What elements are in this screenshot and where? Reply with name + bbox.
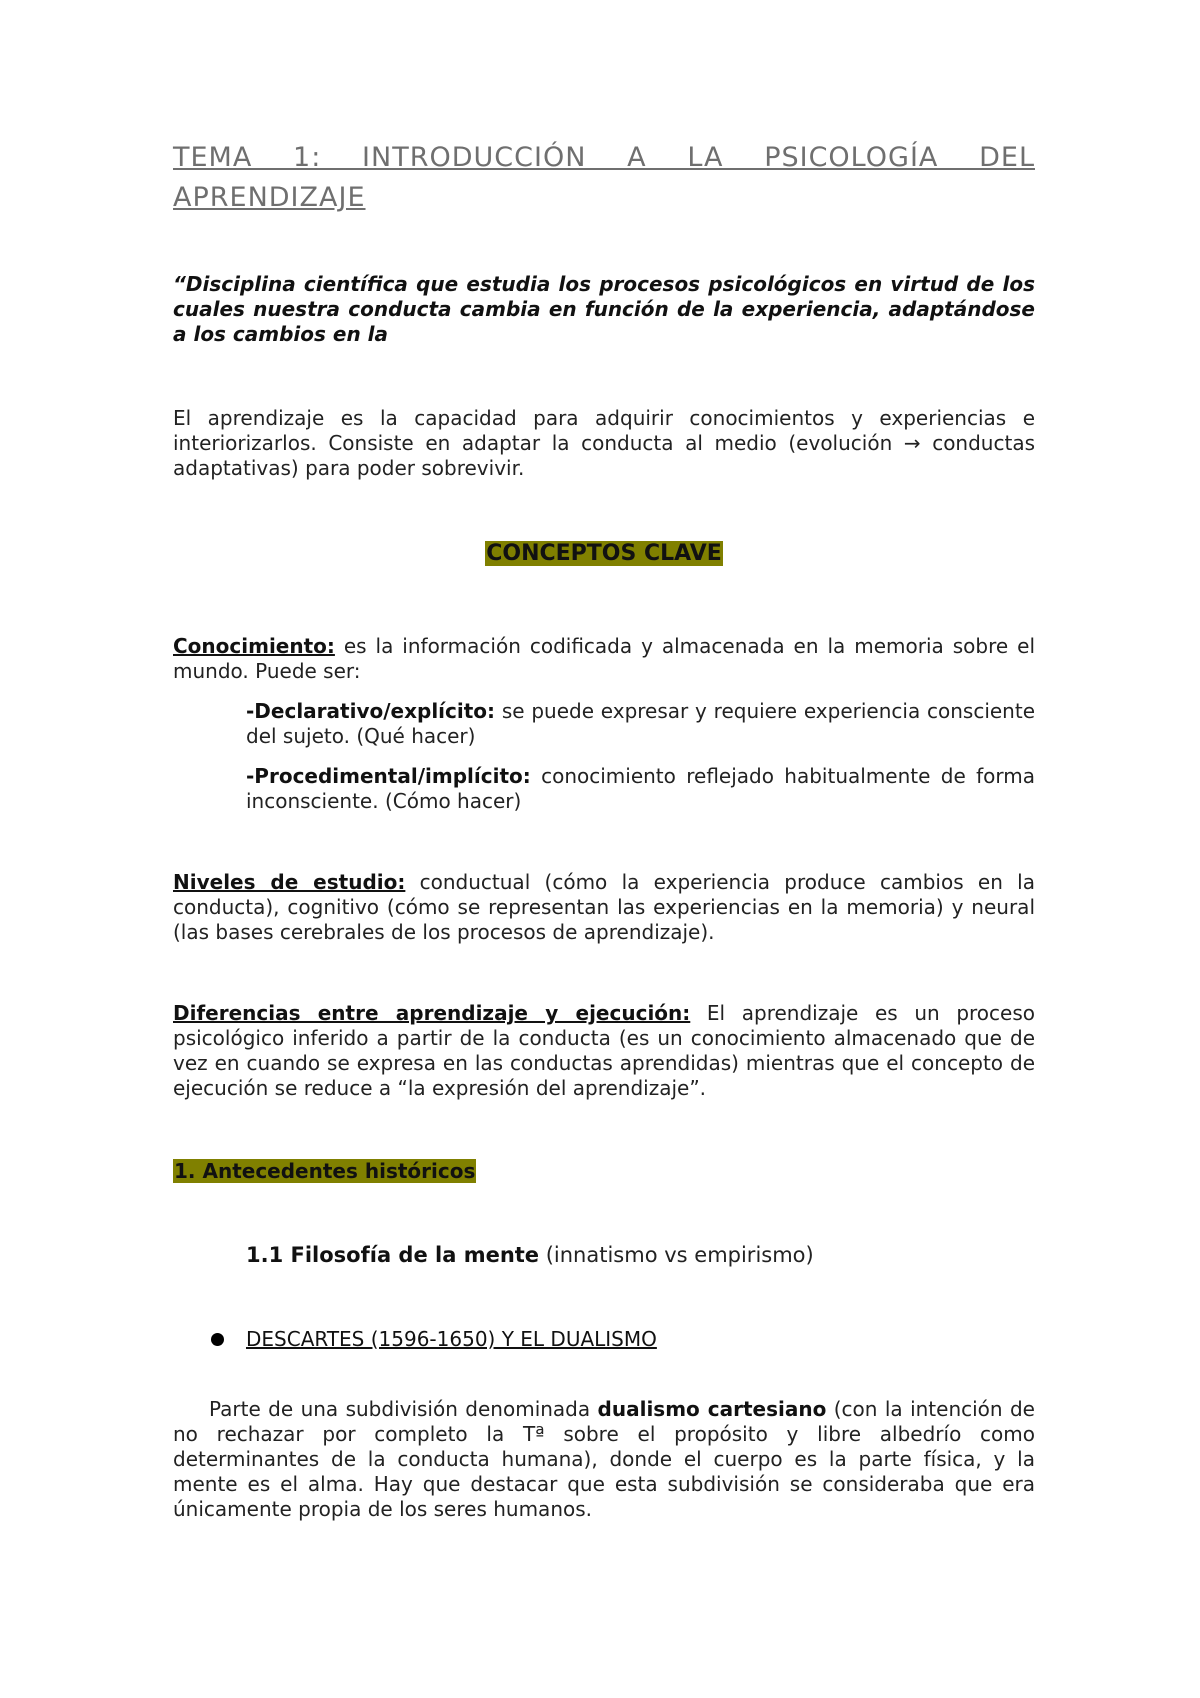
key-concepts-heading: CONCEPTOS CLAVE	[486, 541, 722, 566]
bullet-item-descartes	[211, 1326, 1035, 1352]
niveles-text: conductual (cómo la experiencia produce cambios en la conducta), cognitivo (cómo se representan las experiencias en la memoria) y neural (las bases cerebrales de los procesos de aprendizaje).	[173, 870, 1035, 944]
diferencias-text: El aprendizaje es un proceso psicológico inferido a partir de la conducta (es un conocimiento almacenado que de vez en cuando se expresa en las conductas aprendidas) mientras que el concepto de ejecución se reduce a “la expresión del aprendizaje”.	[173, 1001, 1035, 1100]
declarativo-term: -Declarativo/explícito:	[246, 699, 496, 723]
intro-paragraph: El aprendizaje es la capacidad para adquirir conocimientos y experiencias e interiorizarlos. Consiste en adaptar la conducta al medio (evolución → conductas adaptativas) para poder sobrevivir.	[173, 406, 1035, 480]
conocimiento-paragraph	[173, 634, 1035, 684]
descartes-pre: Parte de una subdivisión denominada	[209, 1397, 598, 1421]
declarativo-text: se puede expresar y requiere experiencia consciente del sujeto. (Qué hacer)	[246, 699, 1035, 748]
niveles-term: Niveles de estudio:	[173, 870, 406, 894]
conocimiento-text: es la información codificada y almacenada en la memoria sobre el mundo. Puede ser:	[173, 634, 1035, 683]
descartes-paragraph	[173, 1397, 1035, 1522]
definition-quote: “Disciplina científica que estudia los procesos psicológicos en virtud de los cuales nuestra conducta cambia en función de la experiencia, adaptándose a los cambios en la	[173, 272, 1035, 346]
descartes-post: (con la intención de no rechazar por completo la Tª sobre el propósito y libre albedrío como determinantes de la conducta humana), donde el cuerpo es la parte física, y la mente es el alma. Hay que destacar que esta subdivisión se consideraba que era únicamente propia de los seres humanos.	[173, 1397, 1035, 1521]
document-body	[173, 138, 1035, 1522]
diferencias-term: Diferencias entre aprendizaje y ejecución:	[173, 1001, 691, 1025]
descartes-bold: dualismo cartesiano	[597, 1397, 827, 1421]
bullet-descartes-heading: DESCARTES (1596-1650) Y EL DUALISMO	[246, 1327, 657, 1351]
subsection-1-1-title: 1.1 Filosofía de la mente	[246, 1243, 540, 1267]
procedimental-item	[246, 764, 1035, 814]
procedimental-term: -Procedimental/implícito:	[246, 764, 531, 788]
section-1-heading-wrap	[173, 1157, 1035, 1185]
key-concepts-heading-wrap	[173, 539, 1035, 569]
section-1-heading: 1. Antecedentes históricos	[174, 1159, 476, 1183]
declarativo-item	[246, 699, 1035, 749]
diferencias-paragraph	[173, 1001, 1035, 1101]
bullet-dot-icon	[211, 1333, 224, 1346]
subsection-1-1	[246, 1241, 1035, 1269]
subsection-1-1-rest: (innatismo vs empirismo)	[539, 1243, 814, 1267]
niveles-paragraph	[173, 870, 1035, 945]
conocimiento-term: Conocimiento:	[173, 634, 335, 658]
document-title: TEMA 1: INTRODUCCIÓN A LA PSICOLOGÍA DEL APRENDIZAJE	[173, 142, 1035, 213]
procedimental-text: conocimiento reflejado habitualmente de forma inconsciente. (Cómo hacer)	[246, 764, 1035, 813]
